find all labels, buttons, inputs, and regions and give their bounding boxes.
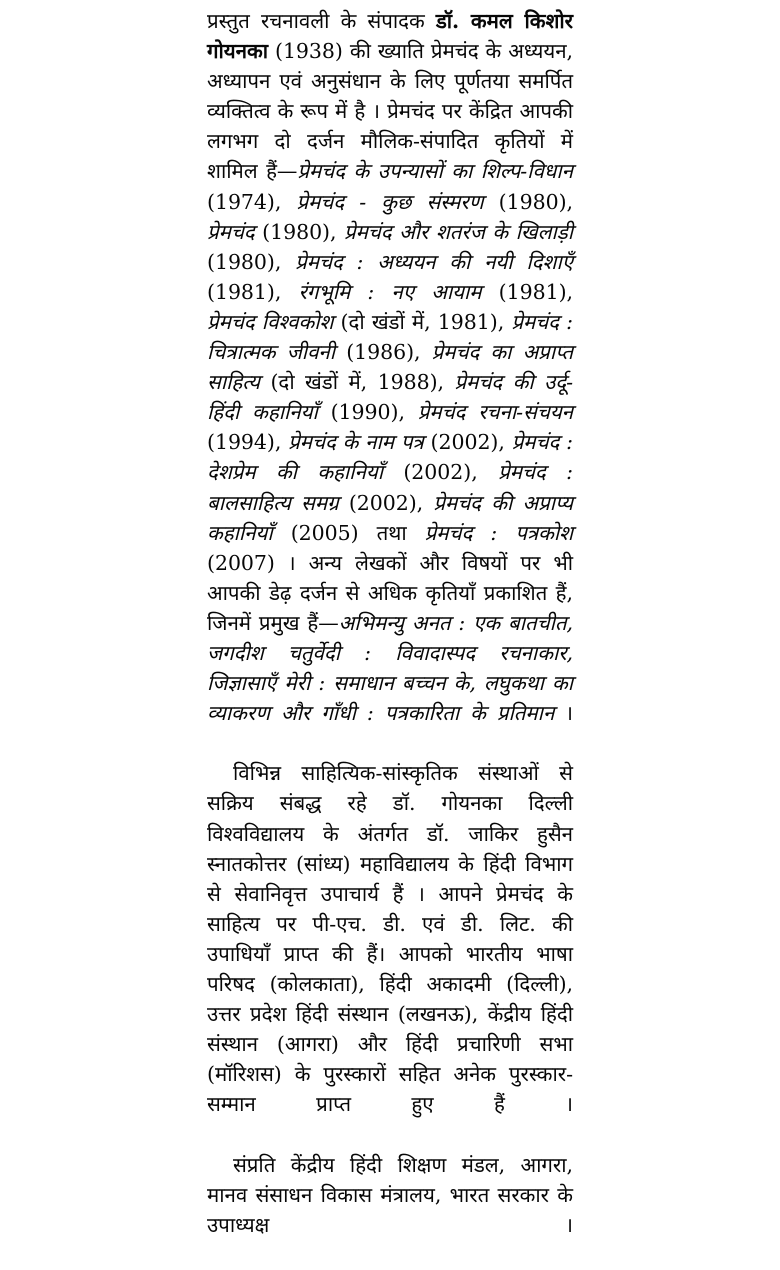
book-title-italic: प्रेमचंद : अध्ययन की नयी दिशाएँ <box>295 249 573 274</box>
book-title-italic: रंगभूमि : नए आयाम <box>298 279 482 304</box>
book-title-italic: अभिमन्यु अनत : एक बातचीत, जगदीश चतुर्वेदी : विवादास्पद रचनाकार, जिज्ञासाएँ मेरी : समाधान बच्चन के, लघुकथा का व्याकरण <box>207 610 573 726</box>
body-text: (1974), <box>207 189 297 214</box>
body-text: (1981), <box>207 279 299 304</box>
book-title-italic: प्रेमचंद के उपन्यासों का शिल्प-विधान <box>297 159 573 184</box>
body-text: (2002), <box>382 460 499 485</box>
body-text: । <box>554 701 573 726</box>
book-title-italic: प्रेमचंद : बालसाहित्य समग्र <box>207 460 573 515</box>
book-title-italic: प्रेमचंद : पत्रकोश <box>424 520 573 545</box>
book-title-italic: प्रेमचंद की अप्राप्य कहानियाँ <box>207 490 573 545</box>
paragraph <box>207 758 573 1149</box>
book-title-italic: गाँधी : पत्रकारिता के प्रतिमान <box>321 701 555 726</box>
body-text: (1980), <box>254 219 344 244</box>
book-title-italic: प्रेमचंद और शतरंज के खिलाड़ी <box>343 219 573 244</box>
body-text: विभिन्न साहित्यिक-सांस्कृतिक संस्थाओं से सक्रिय संबद्ध रहे डॉ. गोयनका दिल्ली विश्वविद्यालय के अंतर्गत डॉ. जाकिर हुसैन स्नातकोत्तर (सांध्य) महाविद्यालय के हिंदी विभाग से सेवानिवृत्त उपाचार्य हैं । आपने प्रेमचंद के साहित्य पर पी-एच. डी. एवं डी. लिट. की उपाधियाँ प्राप्त की हैं। आपको भारतीय भाषा परिषद (कोलकाता), हिंदी अकादमी (दिल्ली), उत्तर प्रदेश हिंदी संस्थान (लखनऊ), केंद्रीय हिंदी संस्थान (आगरा) और हिंदी प्रचारिणी सभा (मॉरिशस) के पुरस्कारों सहित अनेक पुरस्कार-सम्मान प्राप्त हुए हैं । <box>207 761 573 1117</box>
editor-name-bold: डॉ. कमल किशोर गोयनका <box>207 9 573 64</box>
body-text: (2007) । अन्य लेखकों और विषयों पर भी आपकी डेढ़ दर्जन से अधिक कृतियाँ प्रकाशित हैं, जिनमें प्रमुख हैं— <box>207 550 573 635</box>
body-text: (1981), <box>481 279 573 304</box>
book-title-italic: और <box>269 701 322 726</box>
book-title-italic: प्रेमचंद के नाम पत्र <box>288 430 424 455</box>
text-column <box>207 6 573 1270</box>
book-title-italic: प्रेमचंद : देशप्रेम की कहानियाँ <box>207 430 573 485</box>
body-text: (1994), <box>207 430 289 455</box>
body-text: (दो खंडों में, 1988), <box>260 370 455 395</box>
book-title-italic: प्रेमचंद विश्वकोश <box>207 309 334 334</box>
book-title-italic: प्रेमचंद : चित्रात्मक जीवनी <box>207 309 574 365</box>
paragraph <box>207 6 573 758</box>
body-text: (1986), <box>335 340 432 365</box>
body-text: (दो खंडों में, 1981), <box>333 309 512 334</box>
body-text: (1938) की ख्याति प्रेमचंद के अध्ययन, अध्यापन एवं अनुसंधान के लिए पूर्णतया समर्पित व्यक्तित्व के रूप में है । प्रेमचंद पर केंद्रित आपकी लगभग दो दर्जन मौलिक-संपादित कृतियों में शामिल हैं— <box>207 39 573 184</box>
body-text: (2005) तथा <box>272 520 425 545</box>
body-text: संप्रति केंद्रीय हिंदी शिक्षण मंडल, आगरा, मानव संसाधन विकास मंत्रालय, भारत सरकार के उपाध्यक्ष । <box>207 1152 573 1237</box>
paragraph <box>207 1150 573 1270</box>
body-text: प्रस्तुत रचनावली के संपादक <box>207 9 436 33</box>
book-title-italic: प्रेमचंद का अप्राप्त साहित्य <box>207 340 574 395</box>
book-title-italic: प्रेमचंद <box>207 219 255 244</box>
book-title-italic: प्रेमचंद की उर्दू-हिंदी कहानियाँ <box>207 370 573 425</box>
body-text: (2002), <box>338 490 434 515</box>
body-text: (1990), <box>317 400 418 425</box>
body-text: (2002), <box>423 430 512 455</box>
book-title-italic: प्रेमचंद रचना-संचयन <box>417 400 573 425</box>
book-title-italic: प्रेमचंद - कुछ संस्मरण <box>296 189 484 214</box>
body-text: (1980), <box>483 189 573 214</box>
body-text: (1980), <box>207 249 296 274</box>
